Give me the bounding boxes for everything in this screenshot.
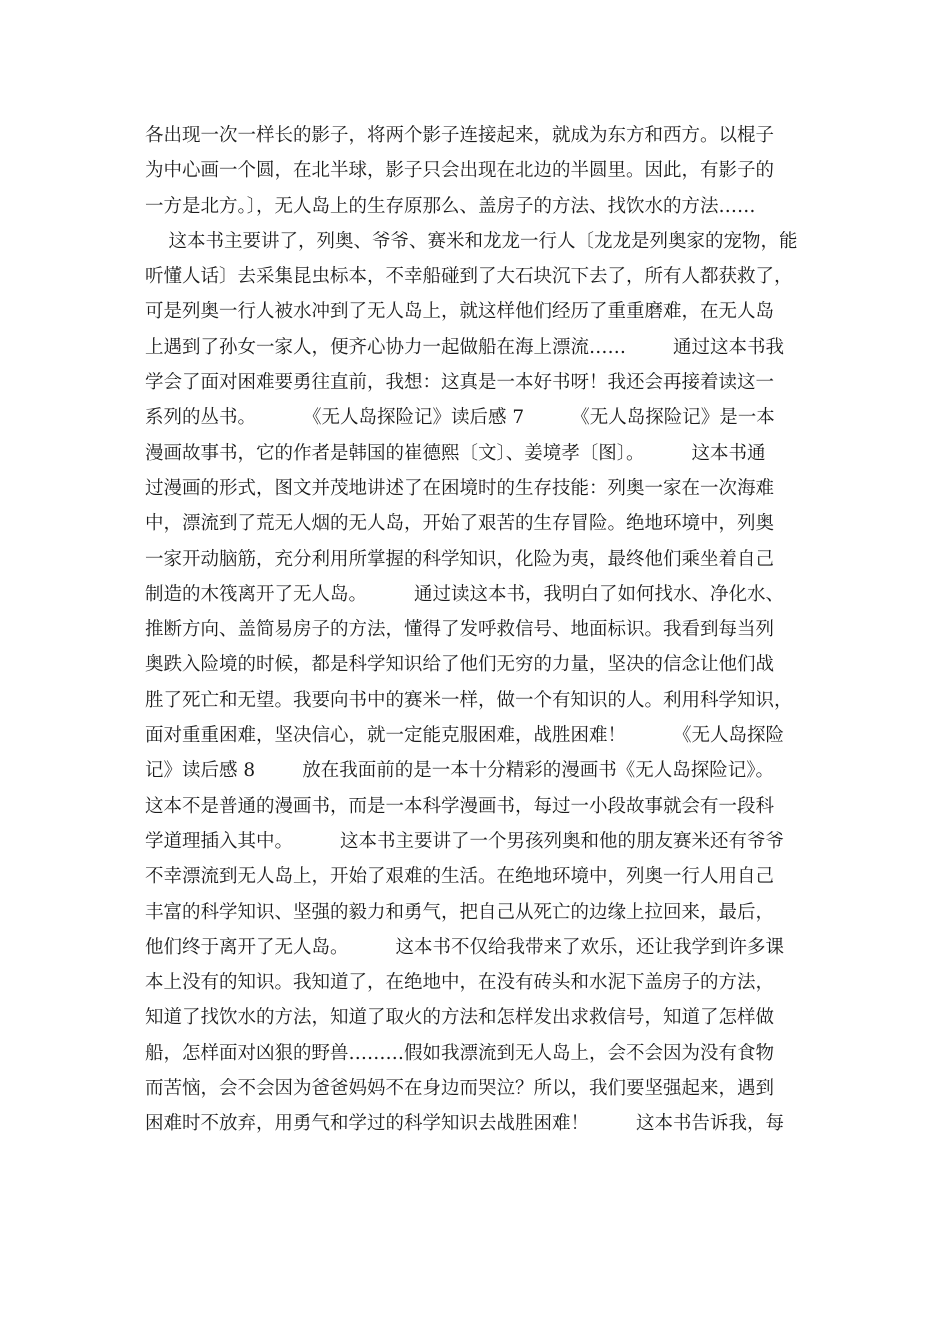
document-body-text: [145, 118, 835, 1142]
text-line: 他们终于离开了无人岛。 这本书不仅给我带来了欢乐，还让我学到许多课: [145, 936, 785, 958]
text-line: 过漫画的形式，图文并茂地讲述了在困境时的生存技能：列奥一家在一次海难: [145, 477, 775, 499]
text-line: 一家开动脑筋，充分利用所掌握的科学知识，化险为夷，最终他们乘坐着自己: [145, 548, 775, 570]
text-line: 学道理插入其中。 这本书主要讲了一个男孩列奥和他的朋友赛米还有爷爷: [145, 830, 785, 852]
text-line: 可是列奥一行人被水冲到了无人岛上，就这样他们经历了重重磨难，在无人岛: [145, 301, 775, 323]
text-line: 学会了面对困难要勇往直前，我想：这真是一本好书呀！我还会再接着读这一: [145, 372, 775, 394]
text-line: 这本不是普通的漫画书，而是一本科学漫画书，每过一小段故事就会有一段科: [145, 795, 775, 817]
text-line: 而苦恼，会不会因为爸爸妈妈不在身边而哭泣？所以，我们要坚强起来，遇到: [145, 1078, 775, 1100]
text-line: 中，漂流到了荒无人烟的无人岛，开始了艰苦的生存冒险。绝地环境中，列奥: [145, 513, 775, 535]
text-line: 为中心画一个圆，在北半球，影子只会出现在北边的半圆里。因此，有影子的: [145, 160, 775, 182]
text-line: 漫画故事书，它的作者是韩国的崔德熙〔文〕、姜境孝〔图〕。 这本书通: [145, 442, 766, 464]
text-line: 一方是北方。〕，无人岛上的生存原那么、盖房子的方法、找饮水的方法……: [145, 195, 756, 217]
text-line: 系列的丛书。 《无人岛探险记》读后感 7 《无人岛探险记》是一本: [145, 407, 775, 429]
text-line: 记》读后感 8 放在我面前的是一本十分精彩的漫画书《无人岛探险记》。: [145, 760, 774, 782]
text-line: 困难时不放弃，用勇气和学过的科学知识去战胜困难！ 这本书告诉我，每: [145, 1113, 785, 1135]
text-line: 胜了死亡和无望。我要向书中的赛米一样，做一个有知识的人。利用科学知识，: [145, 689, 793, 711]
text-line: 知道了找饮水的方法，知道了取火的方法和怎样发出求救信号，知道了怎样做: [145, 1007, 775, 1029]
text-line: 本上没有的知识。我知道了，在绝地中，在没有砖头和水泥下盖房子的方法，: [145, 972, 775, 994]
text-line: 面对重重困难，坚决信心，就一定能克服困难，战胜困难！ 《无人岛探险: [145, 725, 785, 747]
text-line: 船，怎样面对凶狠的野兽………假如我漂流到无人岛上，会不会因为没有食物: [145, 1042, 775, 1064]
text-line: 制造的木筏离开了无人岛。 通过读这本书，我明白了如何找水、净化水、: [145, 583, 785, 605]
text-line: 听懂人话〕去采集昆虫标本，不幸船碰到了大石块沉下去了，所有人都获救了，: [145, 266, 793, 288]
text-line: 这本书主要讲了，列奥、爷爷、赛米和龙龙一行人〔龙龙是列奥家的宠物，能: [145, 230, 798, 252]
text-line: 各出现一次一样长的影子，将两个影子连接起来，就成为东方和西方。以棍子: [145, 125, 775, 146]
text-line: 推断方向、盖简易房子的方法，懂得了发呼救信号、地面标识。我看到每当列: [145, 619, 775, 641]
text-line: 上遇到了孙女一家人，便齐心协力一起做船在海上漂流…… 通过这本书我: [145, 336, 785, 358]
text-line: 不幸漂流到无人岛上，开始了艰难的生活。在绝地环境中，列奥一行人用自己: [145, 866, 775, 888]
text-line: 丰富的科学知识、坚强的毅力和勇气，把自己从死亡的边缘上拉回来，最后，: [145, 901, 775, 923]
text-line: 奥跌入险境的时候，都是科学知识给了他们无穷的力量，坚决的信念让他们战: [145, 654, 775, 676]
